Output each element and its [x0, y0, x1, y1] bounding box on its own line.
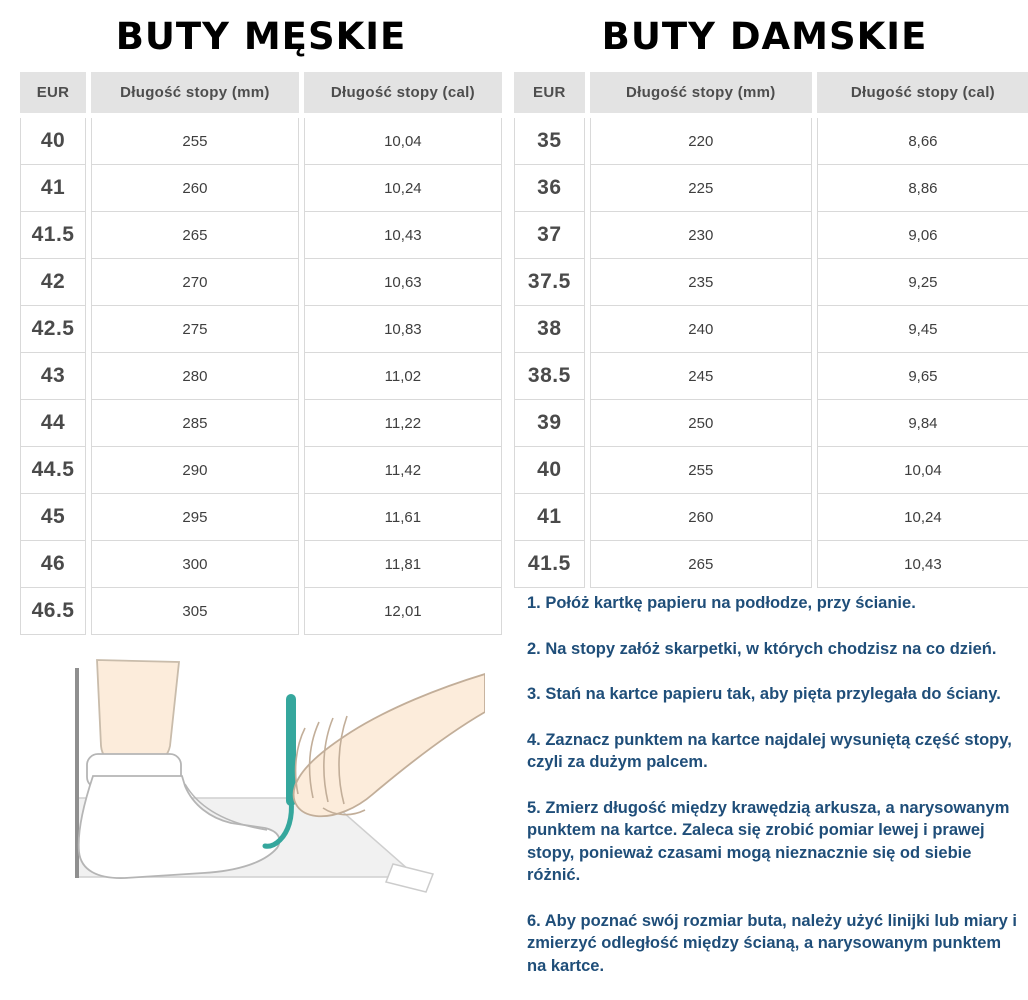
header-cell-eur: EUR: [20, 72, 86, 118]
cal-cell: 8,66: [817, 118, 1028, 165]
eur-cell: 42: [20, 259, 86, 306]
header-cell-mm: Długość stopy (mm): [91, 72, 299, 118]
mm-cell: 295: [91, 494, 299, 541]
size-row: [514, 165, 1028, 212]
cal-cell: 11,02: [304, 353, 502, 400]
cal-cell: 10,63: [304, 259, 502, 306]
mm-cell: 265: [91, 212, 299, 259]
cal-cell: 10,04: [304, 118, 502, 165]
cal-cell: 9,25: [817, 259, 1028, 306]
mm-cell: 255: [590, 447, 812, 494]
leg: [97, 660, 179, 763]
mm-cell: 230: [590, 212, 812, 259]
mens-size-table: [15, 72, 507, 635]
cal-cell: 8,86: [817, 165, 1028, 212]
womens-size-table: [509, 72, 1028, 588]
instruction-item: 4. Zaznacz punktem na kartce najdalej wysuniętą część stopy, czyli za dużym palcem.: [527, 730, 1012, 771]
mm-cell: 225: [590, 165, 812, 212]
mm-cell: 305: [91, 588, 299, 635]
size-row: [20, 447, 502, 494]
foot-measurement-illustration: [35, 650, 485, 950]
size-row: [514, 118, 1028, 165]
mm-cell: 260: [91, 165, 299, 212]
eur-cell: 41: [20, 165, 86, 212]
eur-cell: 44: [20, 400, 86, 447]
mens-size-section: [15, 0, 507, 635]
hand: [294, 674, 485, 816]
size-row: [20, 259, 502, 306]
size-row: [514, 306, 1028, 353]
womens-table-body: [514, 118, 1028, 588]
cal-cell: 12,01: [304, 588, 502, 635]
womens-size-section: [509, 0, 1028, 588]
paper-corner-tag: [386, 864, 433, 892]
mm-cell: 220: [590, 118, 812, 165]
cal-cell: 10,83: [304, 306, 502, 353]
size-row: [514, 494, 1028, 541]
mens-table-body: [20, 118, 502, 635]
size-row: [514, 447, 1028, 494]
mm-cell: 260: [590, 494, 812, 541]
eur-cell: 38: [514, 306, 585, 353]
size-row: [514, 353, 1028, 400]
mm-cell: 285: [91, 400, 299, 447]
eur-cell: 37: [514, 212, 585, 259]
size-row: [20, 306, 502, 353]
cal-cell: 11,61: [304, 494, 502, 541]
eur-cell: 38.5: [514, 353, 585, 400]
size-row: [20, 494, 502, 541]
eur-cell: 41.5: [514, 541, 585, 588]
mm-cell: 255: [91, 118, 299, 165]
cal-cell: 9,84: [817, 400, 1028, 447]
cal-cell: 9,06: [817, 212, 1028, 259]
size-row: [514, 541, 1028, 588]
eur-cell: 40: [514, 447, 585, 494]
mm-cell: 300: [91, 541, 299, 588]
eur-cell: 46.5: [20, 588, 86, 635]
eur-cell: 39: [514, 400, 585, 447]
size-row: [514, 400, 1028, 447]
mm-cell: 245: [590, 353, 812, 400]
cal-cell: 11,42: [304, 447, 502, 494]
size-row: [20, 353, 502, 400]
mens-table-title: BUTY MĘSKIE: [115, 15, 407, 58]
size-row: [20, 165, 502, 212]
eur-cell: 40: [20, 118, 86, 165]
cal-cell: 10,04: [817, 447, 1028, 494]
eur-cell: 45: [20, 494, 86, 541]
cal-cell: 10,43: [304, 212, 502, 259]
eur-cell: 41: [514, 494, 585, 541]
cal-cell: 10,24: [817, 494, 1028, 541]
cal-cell: 9,65: [817, 353, 1028, 400]
cal-cell: 11,22: [304, 400, 502, 447]
instruction-item: 1. Połóż kartkę papieru na podłodze, przy ścianie.: [527, 594, 916, 612]
cal-cell: 9,45: [817, 306, 1028, 353]
mm-cell: 265: [590, 541, 812, 588]
size-row: [514, 212, 1028, 259]
measuring-instructions: [527, 592, 1024, 1000]
instruction-item: 3. Stań na kartce papieru tak, aby pięta przylegała do ściany.: [527, 685, 1001, 703]
header-cell-eur: EUR: [514, 72, 585, 118]
eur-cell: 44.5: [20, 447, 86, 494]
eur-cell: 36: [514, 165, 585, 212]
eur-cell: 42.5: [20, 306, 86, 353]
size-row: [20, 400, 502, 447]
womens-header-row: [514, 72, 1028, 118]
cal-cell: 10,24: [304, 165, 502, 212]
mm-cell: 290: [91, 447, 299, 494]
size-row: [20, 118, 502, 165]
mm-cell: 280: [91, 353, 299, 400]
cal-cell: 10,43: [817, 541, 1028, 588]
size-row: [514, 259, 1028, 306]
size-row: [20, 588, 502, 635]
size-row: [20, 541, 502, 588]
eur-cell: 41.5: [20, 212, 86, 259]
eur-cell: 46: [20, 541, 86, 588]
eur-cell: 35: [514, 118, 585, 165]
mm-cell: 270: [91, 259, 299, 306]
eur-cell: 43: [20, 353, 86, 400]
cal-cell: 11,81: [304, 541, 502, 588]
mens-header-row: [20, 72, 502, 118]
header-cell-cal: Długość stopy (cal): [817, 72, 1028, 118]
mm-cell: 240: [590, 306, 812, 353]
instruction-item: 6. Aby poznać swój rozmiar buta, należy użyć linijki lub miary i zmierzyć odległość między ścianą, a narysowanym punktem na kartce.: [527, 911, 1017, 975]
mm-cell: 275: [91, 306, 299, 353]
eur-cell: 37.5: [514, 259, 585, 306]
mm-cell: 250: [590, 400, 812, 447]
womens-table-title: BUTY DAMSKIE: [601, 15, 928, 58]
header-cell-cal: Długość stopy (cal): [304, 72, 502, 118]
instruction-item: 2. Na stopy załóż skarpetki, w których chodzisz na co dzień.: [527, 639, 997, 658]
mm-cell: 235: [590, 259, 812, 306]
size-row: [20, 212, 502, 259]
instruction-item: 5. Zmierz długość między krawędzią arkusza, a narysowanym punktem na kartce. Zaleca się zrobić pomiar lewej i prawej stopy, ponieważ czasami mogą nieznacznie się od siebie różnić.: [527, 798, 1010, 884]
header-cell-mm: Długość stopy (mm): [590, 72, 812, 118]
